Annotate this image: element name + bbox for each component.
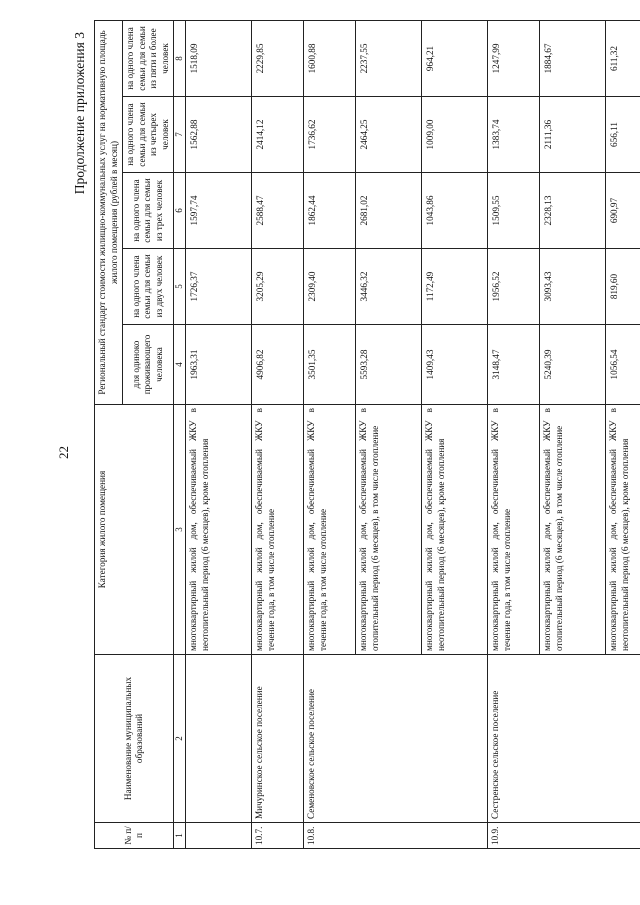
table-row	[606, 20, 640, 848]
cost-value: 1172,49	[422, 249, 488, 325]
cost-value: 1884,67	[540, 20, 606, 96]
column-number: 3	[174, 405, 186, 655]
cost-value: 5240,39	[540, 325, 606, 405]
row-number: 10.9.	[488, 823, 540, 849]
municipality-name: Сестренское сельское поселение	[488, 655, 540, 823]
cost-value: 1009,00	[422, 97, 488, 173]
municipality-name	[356, 655, 422, 823]
cost-value: 2588,47	[252, 173, 304, 249]
table-row	[540, 20, 606, 848]
row-number: 10.8.	[304, 823, 356, 849]
cost-value: 1043,86	[422, 173, 488, 249]
cost-value: 1736,62	[304, 97, 356, 173]
housing-cost-table	[94, 20, 640, 849]
cost-value: 1726,37	[186, 249, 252, 325]
municipality-name	[186, 655, 252, 823]
column-number: 5	[174, 249, 186, 325]
table-row	[356, 20, 422, 848]
municipality-name: Мичуринское сельское поселение	[252, 655, 304, 823]
housing-category: многоквартирный жилой дом, обеспечиваемый ЖКУ в течение года, в том числе отопление	[252, 405, 304, 655]
cost-value: 2464,25	[356, 97, 422, 173]
header-sub-4: на одного члена семьи для семьи из четырех человек	[123, 97, 174, 173]
cost-value: 611,32	[606, 20, 640, 96]
cost-value: 3446,32	[356, 249, 422, 325]
municipality-name: Семеновское сельское поселение	[304, 655, 356, 823]
cost-value: 1956,52	[488, 249, 540, 325]
table-row	[252, 20, 304, 848]
page-number: 22	[56, 446, 71, 459]
cost-value: 819,60	[606, 249, 640, 325]
cost-value: 2237,55	[356, 20, 422, 96]
column-number: 7	[174, 97, 186, 173]
column-number: 4	[174, 325, 186, 405]
table-row	[488, 20, 540, 848]
column-number: 6	[174, 173, 186, 249]
cost-value: 656,11	[606, 97, 640, 173]
cost-value: 1862,44	[304, 173, 356, 249]
cost-value: 2111,36	[540, 97, 606, 173]
header-standard: Региональный стандарт стоимости жилищно-коммунальных услуг на нормативную площадь жилого помещения (рублей в месяц)	[95, 20, 123, 404]
header-sub-2: на одного члена семьи для семьи из двух человек	[123, 249, 174, 325]
header-municipality: Наименование муниципальных образований	[95, 655, 174, 823]
table-row	[304, 20, 356, 848]
cost-value: 3093,43	[540, 249, 606, 325]
cost-value: 2414,12	[252, 97, 304, 173]
cost-value: 1056,54	[606, 325, 640, 405]
cost-value: 1247,99	[488, 20, 540, 96]
housing-category: многоквартирный жилой дом, обеспечиваемый ЖКУ в течение года, в том числе отопление	[488, 405, 540, 655]
cost-value: 2328,13	[540, 173, 606, 249]
cost-value: 1597,74	[186, 173, 252, 249]
row-number: 10.7.	[252, 823, 304, 849]
header-sub-1: для одиноко проживающего человека	[123, 325, 174, 405]
cost-value: 3501,35	[304, 325, 356, 405]
cost-value: 1518,09	[186, 20, 252, 96]
column-number-row	[174, 20, 186, 848]
column-number: 8	[174, 20, 186, 96]
cost-value: 1562,88	[186, 97, 252, 173]
cost-value: 1600,88	[304, 20, 356, 96]
cost-value: 2681,02	[356, 173, 422, 249]
row-number	[606, 823, 640, 849]
municipality-name	[422, 655, 488, 823]
appendix-note: Продолжение приложения 3	[72, 32, 87, 195]
row-number	[540, 823, 606, 849]
housing-category: многоквартирный жилой дом, обеспечиваемый ЖКУ в неотопительный период (6 месяцев), кроме отопления	[606, 405, 640, 655]
column-number: 1	[174, 823, 186, 849]
row-number	[422, 823, 488, 849]
table-row	[422, 20, 488, 848]
cost-value: 4906,82	[252, 325, 304, 405]
header-sub-3: на одного члена семьи для семьи из трех человек	[123, 173, 174, 249]
header-category: Категория жилого помещения	[95, 405, 174, 655]
housing-category: многоквартирный жилой дом, обеспечиваемый ЖКУ в неотопительный период (6 месяцев), кроме отопления	[186, 405, 252, 655]
table-row	[186, 20, 252, 848]
housing-category: многоквартирный жилой дом, обеспечиваемый ЖКУ в отопительный период (6 месяцев), в том числе отопление	[540, 405, 606, 655]
cost-value: 1509,55	[488, 173, 540, 249]
header-num: № п/п	[95, 823, 174, 849]
cost-value: 5593,28	[356, 325, 422, 405]
housing-category: многоквартирный жилой дом, обеспечиваемый ЖКУ в неотопительный период (6 месяцев), кроме отопления	[422, 405, 488, 655]
housing-category: многоквартирный жилой дом, обеспечиваемый ЖКУ в отопительный период (6 месяцев), в том числе отопление	[356, 405, 422, 655]
column-number: 2	[174, 655, 186, 823]
housing-category: многоквартирный жилой дом, обеспечиваемый ЖКУ в течение года, в том числе отопление	[304, 405, 356, 655]
cost-value: 1383,74	[488, 97, 540, 173]
municipality-name	[606, 655, 640, 823]
cost-value: 2309,40	[304, 249, 356, 325]
row-number	[186, 823, 252, 849]
cost-value: 690,97	[606, 173, 640, 249]
cost-value: 3205,29	[252, 249, 304, 325]
header-sub-5: на одного члена семьи для семьи из пяти и более человек	[123, 20, 174, 96]
cost-value: 1409,43	[422, 325, 488, 405]
cost-value: 2229,85	[252, 20, 304, 96]
cost-value: 3148,47	[488, 325, 540, 405]
cost-value: 1963,31	[186, 325, 252, 405]
municipality-name	[540, 655, 606, 823]
row-number	[356, 823, 422, 849]
cost-value: 964,21	[422, 20, 488, 96]
